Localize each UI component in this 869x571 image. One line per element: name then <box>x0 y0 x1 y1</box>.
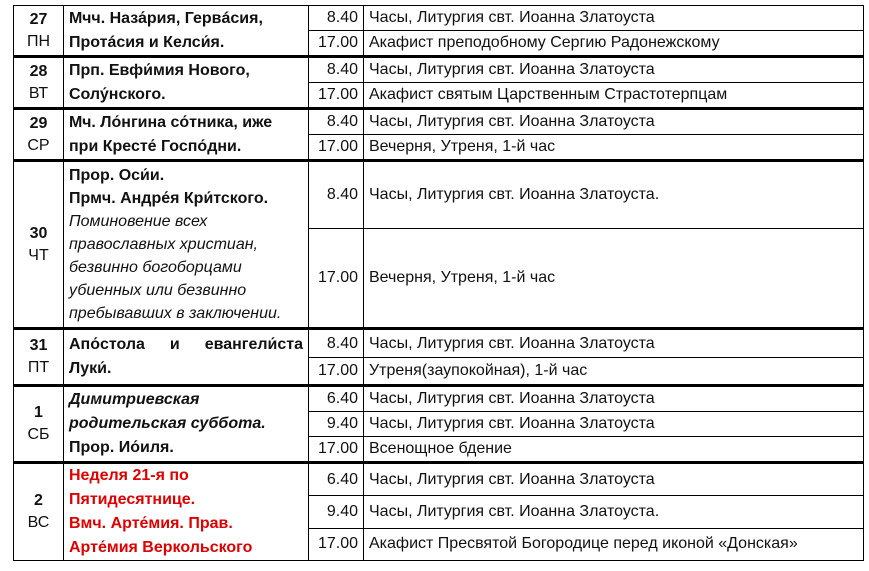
feast-line: Протáсия и Келси́я. <box>69 33 225 51</box>
feast-line: Вмч. Арте́мия. Прав. <box>69 515 233 532</box>
service-time: 8.40 <box>309 329 364 358</box>
day-row-28 <box>14 57 864 83</box>
service-name: Всенощное бдение <box>364 437 864 463</box>
day-row-27 <box>14 6 864 31</box>
schedule-table <box>13 5 864 561</box>
date-cell <box>14 161 64 329</box>
feast-note-line: пребывавших в заключении. <box>69 305 282 322</box>
weekday: ПН <box>26 32 51 50</box>
weekday: СБ <box>27 426 50 443</box>
service-time: 17.00 <box>309 83 364 109</box>
weekday: ЧТ <box>28 246 49 264</box>
service-time: 8.40 <box>309 109 364 135</box>
feast-line: Прор. Оси́и. <box>69 167 165 184</box>
feast-line: Прмч. Андре́я Кри́тского. <box>69 190 269 207</box>
service-name: Часы, Литургия свт. Иоанна Златоуста. <box>364 496 864 528</box>
date-number: 30 <box>29 224 48 242</box>
feast-note-line: православных христиан, <box>69 236 258 253</box>
date-number: 28 <box>29 62 48 80</box>
service-name: Часы, Литургия свт. Иоанна Златоуста. <box>364 161 864 229</box>
feast-line: Луки́. <box>69 360 112 377</box>
feast-cell <box>64 329 309 386</box>
feast-cell <box>64 386 309 463</box>
feast-cell <box>64 109 309 161</box>
date-number: 31 <box>29 337 48 354</box>
service-time: 17.00 <box>309 31 364 57</box>
feast-note-line: безвинно богоборцами <box>69 259 242 276</box>
service-name: Вечерня, Утреня, 1-й час <box>364 229 864 329</box>
day-row-31 <box>14 329 864 358</box>
service-name: Часы, Литургия свт. Иоанна Златоуста <box>364 463 864 496</box>
feast-cell <box>64 57 309 109</box>
service-time: 8.40 <box>309 161 364 229</box>
service-name: Часы, Литургия свт. Иоанна Златоуста <box>364 386 864 412</box>
date-number: 29 <box>29 114 48 132</box>
feast-cell <box>64 6 309 57</box>
service-name: Акафист Пресвятой Богородице перед иконой «Донская» <box>364 528 864 560</box>
service-name: Акафист преподобному Сергию Радонежскому <box>364 31 864 57</box>
day-row-2 <box>14 463 864 496</box>
date-cell <box>14 6 64 57</box>
service-name: Утреня(заупокойная), 1-й час <box>364 358 864 386</box>
feast-cell <box>64 161 309 329</box>
service-time: 9.40 <box>309 496 364 528</box>
date-cell <box>14 463 64 561</box>
service-name: Акафист святым Царственным Страстотерпцам <box>364 83 864 109</box>
date-number: 2 <box>34 492 43 509</box>
date-cell <box>14 109 64 161</box>
feast-line: Мч. Ло́нгина со́тника, иже <box>69 113 273 131</box>
feast-line: при Кресте́ Госпо́дни. <box>69 137 242 155</box>
service-name: Часы, Литургия свт. Иоанна Златоуста <box>364 6 864 31</box>
service-time: 17.00 <box>309 437 364 463</box>
date-cell <box>14 386 64 463</box>
service-time: 17.00 <box>309 358 364 386</box>
feast-line: Пятидесятнице. <box>69 491 196 508</box>
weekday: ПТ <box>27 359 50 376</box>
feast-line: родительская суббота. <box>69 415 266 432</box>
feast-line: Прор. Ио́иля. <box>69 439 174 456</box>
feast-line: Апо́стола и евангели́ста <box>69 336 303 353</box>
service-time: 8.40 <box>309 6 364 31</box>
feast-note-line: убиенных или безвинно <box>69 282 247 299</box>
day-row-30 <box>14 161 864 229</box>
feast-line: Солу́нского. <box>69 85 166 103</box>
feast-line: Арте́мия Веркольского <box>69 539 253 556</box>
feast-cell <box>64 463 309 561</box>
date-cell <box>14 329 64 386</box>
service-time: 17.00 <box>309 135 364 161</box>
service-name: Часы, Литургия свт. Иоанна Златоуста <box>364 57 864 83</box>
service-time: 6.40 <box>309 463 364 496</box>
feast-line: Неделя 21-я по <box>69 467 189 484</box>
service-time: 8.40 <box>309 57 364 83</box>
weekday: СР <box>27 136 50 154</box>
feast-line: Мчч. Наза́рия, Гервáсия, <box>69 9 263 27</box>
service-time: 17.00 <box>309 229 364 329</box>
service-time: 6.40 <box>309 386 364 412</box>
service-name: Вечерня, Утреня, 1-й час <box>364 135 864 161</box>
service-name: Часы, Литургия свт. Иоанна Златоуста <box>364 109 864 135</box>
date-number: 27 <box>29 10 48 28</box>
date-cell <box>14 57 64 109</box>
service-name: Часы, Литургия свт. Иоанна Златоуста <box>364 412 864 437</box>
service-name: Часы, Литургия свт. Иоанна Златоуста <box>364 329 864 358</box>
service-time: 9.40 <box>309 412 364 437</box>
feast-line: Прп. Евфи́мия Нового, <box>69 61 250 79</box>
weekday: ВТ <box>28 84 49 102</box>
day-row-1 <box>14 386 864 412</box>
date-number: 1 <box>34 404 43 421</box>
day-row-29 <box>14 109 864 135</box>
service-time: 17.00 <box>309 528 364 560</box>
feast-line: Димитриевская <box>69 391 200 408</box>
weekday: ВС <box>27 514 50 531</box>
feast-note-line: Поминовение всех <box>69 213 208 230</box>
